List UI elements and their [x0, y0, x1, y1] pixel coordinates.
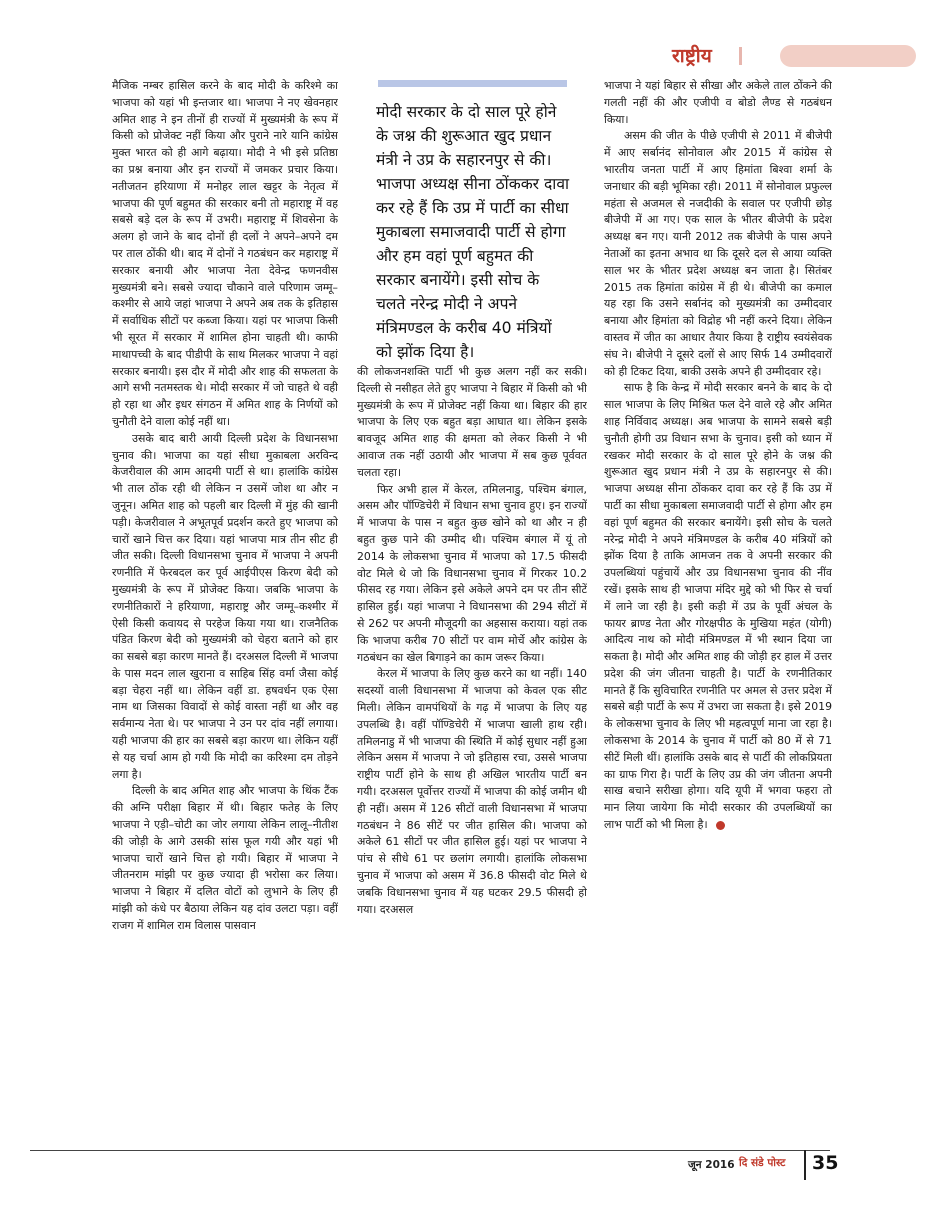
pullquote: मोदी सरकार के दो साल पूरे होने के जश्न की शुरूआत खुद प्रधान मंत्री ने उप्र के सहारनपुर से की। भाजपा अध्यक्ष सीना ठोंककर दावा कर रहे हैं कि उप्र में पार्टी का सीधा मुकाबला समाजवादी पार्टी से होगा और हम वहां पूर्ण बहुमत की सरकार बनायेंगे। इसी सोच के चलते नरेन्द्र मोदी ने अपने मंत्रिमण्डल के करीब 40 मंत्रियों को झोंक दिया है।: [376, 103, 570, 361]
pullquote-rule: [378, 80, 567, 87]
paragraph: असम की जीत के पीछे एजीपी से 2011 में बीजेपी में आए सर्बानंद सोनोवाल और 2015 में कांग्रेस से भारतीय जनता पार्टी में आए हिमांता बिश्वा शर्मा के जनाधार की बड़ी भूमिका रही। 2011 में सोनोवाल प्रफुल्ल महंता से अजमल से नजदीकी के सवाल पर एजीपी छोड़ बीजेपी में आ गए। एक साल के भीतर बीजेपी के प्रदेश अध्यक्ष बन गए। यानी 2012 तक बीजेपी के पास अपने नेताओं का इतना अभाव था कि दूसरे दल से आया व्यक्ति साल भर के भीतर प्रदेश अध्यक्ष बन जाता है। सितंबर 2015 तक हिमांता कांग्रेस में ही थे। बीजेपी का कमाल यह रहा कि उसने सर्बानंद को मुख्यमंत्री का उम्मीदवार बनाया और हिमांता को विद्रोह भी नहीं करने दिया। लेकिन वास्तव में जीत का आधार तैयार किया है राष्ट्रीय स्वयंसेवक संघ ने। बीजेपी ने दूसरे दलों से आए सिर्फ 14 उम्मीदवारों को ही टिकट दिया, बाकी उसके अपने ही उम्मीदवार रहे।: [604, 129, 832, 378]
footer-divider: [804, 1150, 806, 1180]
footer-magazine-name: दि संडे पोस्ट: [739, 1157, 786, 1169]
footer-rule: [30, 1150, 830, 1151]
article-column-1: [112, 78, 338, 1133]
article-column-2: [357, 364, 587, 1134]
paragraph: भाजपा ने यहां बिहार से सीखा और अकेले ताल ठोंकने की गलती नहीं की और एजीपी व बोडो लैण्ड से गठबंधन किया।: [604, 79, 832, 126]
section-pill-decoration: [780, 45, 916, 67]
article-column-3: [604, 78, 832, 1133]
paragraph: उसके बाद बारी आयी दिल्ली प्रदेश के विधानसभा चुनाव की। भाजपा का यहां सीधा मुकाबला अरविन्द केजरीवाल की आम आदमी पार्टी से था। हालांकि कांग्रेस भी ताल ठोंक रही थी लेकिन न उसमें जोश था और न जुनून। अमित शाह को पहली बार दिल्ली में मुंह की खानी पड़ी। केजरीवाल ने अभूतपूर्व प्रदर्शन करते हुए भाजपा को चारों खाने चित्त कर दिया। यहां भाजपा मात्र तीन सीट ही जीत सकी। दिल्ली विधानसभा चुनाव में भाजपा ने अपनी रणनीति में फेरबदल कर पूर्व आईपीएस किरण बेदी को मुख्यमंत्री के रूप में प्रोजेक्ट किया। जबकि भाजपा के रणनीतिकारों ने हरियाणा, महाराष्ट्र और जम्मू–कश्मीर में ऐसी किसी कवायद से परहेज किया गया था। राजनैतिक पंडित किरण बेदी को मुख्यमंत्री को चेहरा बताने को हार का सबसे बड़ा कारण मानते हैं। दरअसल दिल्ली में भाजपा के पास मदन लाल खुराना व साहिब सिंह वर्मा जैसा कोई बड़ा चेहरा नहीं था। लेकिन वहीं डा. हषवर्धन एक ऐसा नाम था जिसका विवादों से कोई वास्ता नहीं था और वह सर्वमान्य नेता थे। पर भाजपा ने उन पर दांव नहीं लगाया। यही भाजपा की हार का सबसे बड़ा कारण था। लेकिन यहीं से यह चर्चा आम हो गयी कि मोदी का करिश्मा दम तोड़ने लगा है।: [112, 431, 338, 781]
paragraph: की लोकजनशक्ति पार्टी भी कुछ अलग नहीं कर सकी। दिल्ली से नसीहत लेते हुए भाजपा ने बिहार में किसी को भी मुख्यमंत्री के रूप में प्रोजेक्ट नहीं किया था। बिहार की हार भाजपा के लिए एक बहुत बड़ा आघात था। लेकिन इसके बावजूद अमित शाह की क्षमता को लेकर किसी ने भी आवाज तक नहीं उठायी और भाजपा में सब कुछ पूर्ववत चलता रहा।: [357, 365, 587, 479]
end-mark-icon: [716, 821, 725, 830]
paragraph-last: [604, 380, 832, 834]
footer-date: जून 2016: [688, 1159, 735, 1171]
paragraph-text: साफ है कि केन्द्र में मोदी सरकार बनने के बाद के दो साल भाजपा के लिए मिश्रित फल देने वाले रहे और अमित शाह निर्विवाद अध्यक्ष। अब भाजपा के सामने सबसे बड़ी चुनौती होगी उप्र विधान सभा के चुनाव। इसी को ध्यान में रखकर मोदी सरकार के दो साल पूरे होने के जश्न की शुरूआत खुद प्रधान मंत्री ने उप्र के सहारनपुर से की। भाजपा अध्यक्ष सीना ठोंककर दावा कर रहे हैं कि उप्र में पार्टी का सीधा मुकाबला समाजवादी पार्टी से होगा और हम वहां पूर्ण बहुमत की सरकार बनायेंगे। इसी सोच के चलते नरेन्द्र मोदी ने अपने मंत्रिमण्डल के करीब 40 मंत्रियों को झोंक दिया है ताकि आमजन तक वे अपनी सरकार की उपलब्धियां पहुंचायें और उप्र विधानसभा चुनाव की नींव रखें। इसके साथ ही भाजपा मंदिर मुद्दे को भी फिर से चर्चा में लाने जा रही है। इसी कड़ी में उप्र के पूर्वी अंचल के फायर ब्राण्ड नेता और गोरक्षपीठ के मुखिया महंत (योगी) आदित्य नाथ को मोदी मंत्रिमण्डल में भी स्थान दिया जा सकता है। मोदी और अमित शाह की जोड़ी हर हाल में उत्तर प्रदेश की जंग जीतना चाहती है। पार्टी के रणनीतिकार मानते हैं कि सुविचारित रणनीति पर अमल से उत्तर प्रदेश में सबसे बड़ी पार्टी के रूप में उभरा जा सकता है। इसे 2019 के लोकसभा चुनाव के लिए भी महत्वपूर्ण माना जा रहा है। लोकसभा के 2014 के चुनाव में पार्टी को 80 में से 71 सीटें मिली थीं। हालांकि उसके बाद से पार्टी की लोकप्रियता का ग्राफ गिरा है। पार्टी के लिए उप्र की जंग जीतना अपनी साख बचाने सरीखा होगा। यदि यूपी में भगवा फहरा तो मान लिया जायेगा कि मोदी सरकार की उपलब्धियों का लाभ पार्टी को भी मिला है।: [604, 381, 832, 832]
page-number: 35: [812, 1152, 839, 1174]
paragraph: दिल्ली के बाद अमित शाह और भाजपा के थिंक टैंक की अग्नि परीक्षा बिहार में थी। बिहार फतेह के लिए भाजपा ने एड़ी–चोटी का जोर लगाया लेकिन लालू–नीतीश की जोड़ी के आगे उसकी सांस फूल गयी और यहां भी भाजपा चारों खाने चित्त हो गयी। बिहार में भाजपा ने जीतनराम मांझी पर कुछ ज्यादा ही भरोसा कर लिया। भाजपा ने बिहार में दलित वोटों को लुभाने के लिए ही मांझी को कंधे पर बैठाया लेकिन यह दांव उलटा पड़ा। वहीं राजग में शामिल राम विलास पासवान: [112, 784, 338, 932]
section-label: राष्ट्रीय: [672, 45, 712, 67]
section-separator: [739, 47, 742, 65]
paragraph: फिर अभी हाल में केरल, तमिलनाडु, पश्चिम बंगाल, असम और पॉण्डिचेरी में विधान सभा चुनाव हुए। इन राज्यों में भाजपा के पास न बहुत कुछ खोने को था और न ही बहुत कुछ पाने की उम्मीद थी। पश्चिम बंगाल में यूं तो 2014 के लोकसभा चुनाव में भाजपा को 17.5 फीसदी वोट मिले थे जो कि विधानसभा चुनाव में गिरकर 10.2 फीसद रह गया। लेकिन इसे अकेले अपने दम पर तीन सीटें हासिल हुईं। यहां भाजपा ने विधानसभा की 294 सीटों में से 262 पर अपनी मौजूदगी का अहसास कराया। यहां तक कि भाजपा करीब 70 सीटों पर वाम मोर्चे और कांग्रेस के गठबंधन का खेल बिगाड़ने का काम जरूर किया।: [357, 482, 587, 664]
paragraph: मैजिक नम्बर हासिल करने के बाद मोदी के करिश्मे का भाजपा को यहां भी इन्तजार था। भाजपा ने नए खेवनहार अमित शाह ने इन तीनों ही राज्यों में मुख्यमंत्री के रूप में किसी को प्रोजेक्ट नहीं किया और पुराने नारे यानि कांग्रेस मुक्त भारत को ही आगे बढ़ाया। मोदी ने भी इसे प्रतिष्ठा का प्रश्न बनाया और इन राज्यों में जमकर प्रचार किया। नतीजतन हरियाणा में मनोहर लाल खट्टर के नेतृत्व में भाजपा की पूर्ण बहुमत की सरकार बनी तो महाराष्ट्र में वह सबसे बड़े दल के रूप में उभरी। महाराष्ट्र में शिवसेना के अलग हो जाने के बाद दोनों ही दलों ने अपने–अपने दम पर ताल ठोंकी थी। बाद में दोनों ने गठबंधन कर महाराष्ट्र में सरकार बनायी और भाजपा नेता देवेन्द्र फणनवीस मुख्यमंत्री बने। सबसे ज्यादा चौकाने वाले परिणाम जम्मू–कश्मीर से आये जहां भाजपा ने अपने अब तक के इतिहास में सर्वाधिक सीटों पर कब्जा किया। यहां पर भाजपा किसी भी सूरत में सरकार में शामिल होना चाहती थी। काफी माथापच्ची के बाद पीडीपी के साथ मिलकर भाजपा ने वहां सरकार बनायी। इस दौर में मोदी और शाह की सफलता के आगे सभी नतमस्तक थे। मोदी सरकार में जो चाहते थे वही हो रहा था और इधर संगठन में अमित शाह के निर्णयों को चुनौती देने वाला कोई नहीं था।: [112, 79, 338, 428]
paragraph: केरल में भाजपा के लिए कुछ करने का था नहीं। 140 सदस्यों वाली विधानसभा में भाजपा को केवल एक सीट मिली। लेकिन वामपंथियों के गढ़ में भाजपा के लिए यह उपलब्धि है। वहीं पॉण्डिचेरी में भाजपा खाली हाथ रही। तमिलनाडु में भी भाजपा की स्थिति में कोई सुधार नहीं हुआ लेकिन असम में भाजपा ने जो इतिहास रचा, उससे भाजपा राष्ट्रीय पार्टी होने के साथ ही अखिल भारतीय पार्टी बन गयी। दरअसल पूर्वोत्तर राज्यों में भाजपा की कोई जमीन थी ही नहीं। असम में 126 सीटों वाली विधानसभा में भाजपा गठबंधन ने 86 सीटें पर जीत हासिल की। भाजपा को अकेले 61 सीटों पर जीत हासिल हुई। यहां पर भाजपा ने पांच से सीधे 61 पर छलांग लगायी। हालांकि लोकसभा चुनाव में भाजपा को असम में 36.8 फीसदी वोट मिले थे जबकि विधानसभा चुनाव में यह घटकर 29.5 फीसदी हो गया। दरअसल: [357, 667, 587, 916]
